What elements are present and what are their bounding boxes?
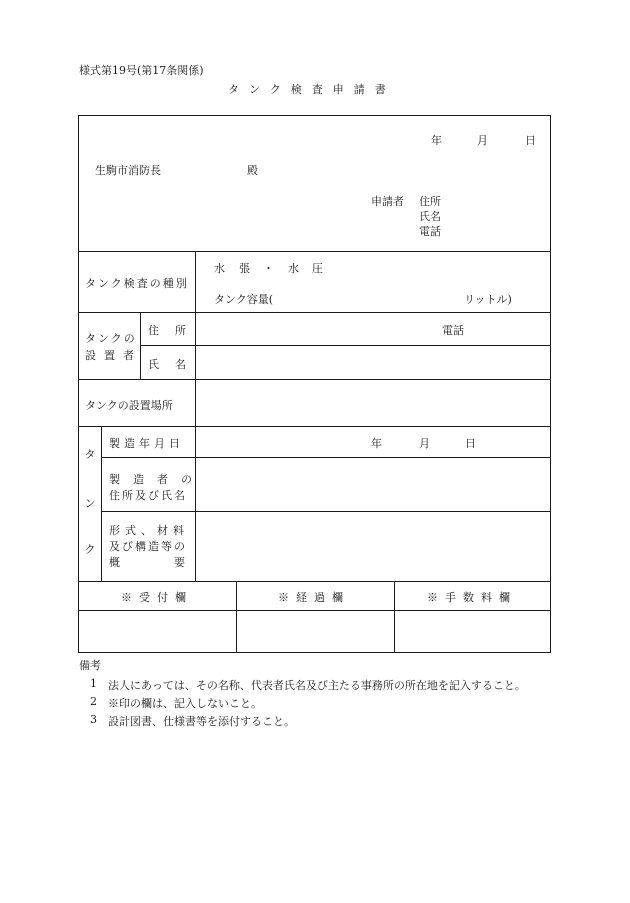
rule: [79, 581, 550, 582]
date-day: 日: [525, 134, 536, 147]
note-text-3: 設計図書、仕様書等を添付すること。: [108, 715, 295, 728]
separator: ・: [263, 262, 274, 275]
applicant-label: 申請者: [371, 195, 404, 208]
reception-column-header: ※受付欄: [121, 591, 193, 604]
water-fill-2: 張: [239, 262, 250, 275]
recipient-name: 生駒市消防長: [95, 164, 161, 177]
form-table: [78, 115, 551, 653]
rule: [79, 379, 550, 380]
manufacturer-label-line1: 製造者の: [109, 473, 205, 486]
rule: [236, 581, 237, 652]
water-press-1: 水: [288, 262, 299, 275]
rule: [79, 251, 550, 252]
note-number-2: 2: [90, 695, 97, 708]
note-text-2: ※印の欄は、記入しないこと。: [108, 697, 262, 710]
installer-phone-label: 電話: [442, 324, 464, 337]
applicant-phone: 電話: [419, 225, 441, 238]
spec-label-line3: 概要: [109, 556, 239, 569]
installer-name-label: 氏名: [148, 358, 202, 371]
rule: [101, 511, 550, 512]
install-location-label: タンクの設置場所: [85, 399, 173, 412]
inspection-type-label: タンク検査の種別: [85, 277, 189, 290]
installer-label-line1: タンクの: [85, 332, 137, 345]
installer-label-line2: 設置者: [85, 349, 142, 362]
manufacture-date-year: 年: [371, 437, 382, 450]
capacity-unit: リットル): [464, 293, 512, 306]
rule: [195, 251, 196, 426]
form-title: タンク検査申請書: [228, 83, 396, 96]
rule: [79, 312, 550, 313]
form-number: 様式第19号(第17条関係): [79, 64, 204, 77]
spec-label-line2: 及び構造等の: [109, 540, 187, 553]
applicant-address: 住所: [419, 195, 441, 208]
note-text-1: 法人にあっては、その名称、代表者氏名及び主たる事務所の所在地を記入すること。: [108, 679, 526, 692]
notes-heading: 備考: [79, 659, 101, 672]
water-press-2: 圧: [312, 262, 323, 275]
water-fill-1: 水: [214, 262, 225, 275]
rule: [101, 457, 550, 458]
rule: [79, 426, 550, 427]
tank-label-3: ク: [84, 543, 96, 556]
note-number-3: 3: [90, 713, 97, 726]
date-month: 月: [477, 134, 488, 147]
manufacture-date-day: 日: [465, 437, 476, 450]
manufacture-date-month: 月: [419, 437, 430, 450]
date-year: 年: [431, 134, 442, 147]
rule: [140, 312, 141, 379]
rule: [101, 426, 102, 581]
tank-label-2: ン: [84, 497, 96, 510]
installer-address-label: 住所: [148, 324, 202, 337]
progress-column-header: ※経過欄: [278, 591, 350, 604]
rule: [79, 610, 550, 611]
rule: [394, 581, 395, 652]
fee-column-header: ※手数料欄: [427, 591, 517, 604]
capacity-label: タンク容量(: [214, 293, 274, 306]
manufacture-date-label: 製造年月日: [109, 437, 184, 450]
rule: [140, 345, 550, 346]
manufacturer-label-line2: 住所及び氏名: [109, 489, 187, 502]
spec-label-line1: 形式、材料: [109, 524, 189, 537]
applicant-name: 氏名: [419, 210, 441, 223]
recipient-honorific: 殿: [247, 164, 258, 177]
tank-label-1: タ: [84, 448, 96, 461]
note-number-1: 1: [90, 677, 97, 690]
